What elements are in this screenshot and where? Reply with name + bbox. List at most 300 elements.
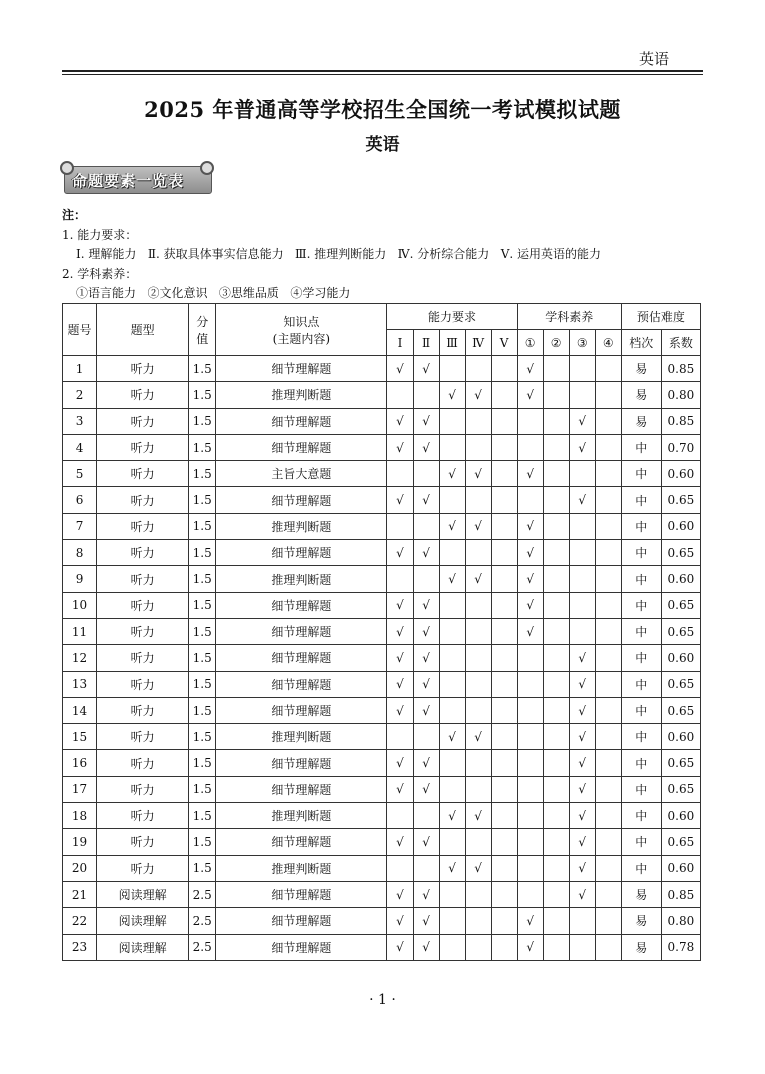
cell-ability-3: √ <box>439 461 465 487</box>
cell-no: 21 <box>63 881 97 907</box>
table-row <box>63 566 701 592</box>
cell-type: 听力 <box>97 434 189 460</box>
cell-no: 7 <box>63 513 97 539</box>
cell-coef: 0.65 <box>661 829 700 855</box>
cell-no: 15 <box>63 724 97 750</box>
cell-literacy-3: √ <box>569 487 595 513</box>
cell-ability-4 <box>465 697 491 723</box>
cell-level: 中 <box>621 776 661 802</box>
cell-no: 3 <box>63 408 97 434</box>
cell-literacy-3: √ <box>569 776 595 802</box>
cell-ability-4: √ <box>465 724 491 750</box>
cell-ability-1: √ <box>387 540 413 566</box>
cell-no: 11 <box>63 618 97 644</box>
table-row <box>63 855 701 881</box>
cell-ability-3 <box>439 934 465 960</box>
cell-ability-1: √ <box>387 908 413 934</box>
table-row <box>63 776 701 802</box>
cell-ability-2: √ <box>413 908 439 934</box>
cell-ability-4 <box>465 671 491 697</box>
cell-ability-4 <box>465 434 491 460</box>
cell-coef: 0.60 <box>661 803 700 829</box>
cell-ability-5 <box>491 645 517 671</box>
cell-ability-2 <box>413 803 439 829</box>
notes-item2-values: ①语言能力 ②文化意识 ③思维品质 ④学习能力 <box>76 286 351 300</box>
cell-literacy-2 <box>543 645 569 671</box>
cell-coef: 0.85 <box>661 356 700 382</box>
cell-level: 中 <box>621 566 661 592</box>
header-knowledge-line1: 知识点 <box>283 314 320 329</box>
cell-literacy-2 <box>543 487 569 513</box>
cell-ability-2: √ <box>413 697 439 723</box>
cell-no: 14 <box>63 697 97 723</box>
header-literacy: 学科素养 <box>517 304 621 330</box>
cell-ability-1: √ <box>387 697 413 723</box>
cell-level: 易 <box>621 934 661 960</box>
cell-no: 12 <box>63 645 97 671</box>
cell-literacy-4 <box>595 724 621 750</box>
cell-knowledge-point: 细节理解题 <box>216 934 387 960</box>
header-ability-2: Ⅱ <box>413 330 439 356</box>
cell-ability-5 <box>491 434 517 460</box>
cell-coef: 0.80 <box>661 908 700 934</box>
cell-ability-3 <box>439 434 465 460</box>
cell-ability-5 <box>491 934 517 960</box>
cell-literacy-3 <box>569 934 595 960</box>
cell-ability-3 <box>439 829 465 855</box>
header-subject: 英语 <box>638 50 669 68</box>
cell-ability-2 <box>413 461 439 487</box>
cell-ability-2: √ <box>413 434 439 460</box>
cell-literacy-2 <box>543 934 569 960</box>
cell-ability-2 <box>413 513 439 539</box>
cell-ability-2: √ <box>413 408 439 434</box>
cell-ability-3 <box>439 540 465 566</box>
cell-type: 听力 <box>97 618 189 644</box>
cell-ability-1 <box>387 724 413 750</box>
header-score <box>189 304 216 356</box>
cell-no: 2 <box>63 382 97 408</box>
cell-ability-3 <box>439 671 465 697</box>
page-number: · 1 · <box>369 992 396 1008</box>
cell-ability-5 <box>491 776 517 802</box>
cell-literacy-1: √ <box>517 513 543 539</box>
cell-ability-1: √ <box>387 671 413 697</box>
cell-literacy-2 <box>543 803 569 829</box>
cell-literacy-1: √ <box>517 356 543 382</box>
cell-literacy-2 <box>543 829 569 855</box>
cell-ability-3 <box>439 776 465 802</box>
cell-ability-2: √ <box>413 934 439 960</box>
scroll-curl-right-icon <box>200 161 214 175</box>
cell-coef: 0.65 <box>661 487 700 513</box>
cell-ability-3: √ <box>439 382 465 408</box>
cell-score: 1.5 <box>189 513 216 539</box>
cell-literacy-2 <box>543 724 569 750</box>
cell-ability-1: √ <box>387 434 413 460</box>
cell-literacy-1: √ <box>517 461 543 487</box>
cell-ability-4 <box>465 750 491 776</box>
cell-type: 听力 <box>97 750 189 776</box>
cell-level: 中 <box>621 487 661 513</box>
header-difficulty: 预估难度 <box>621 304 700 330</box>
cell-ability-2: √ <box>413 487 439 513</box>
cell-ability-5 <box>491 540 517 566</box>
cell-literacy-3 <box>569 566 595 592</box>
cell-ability-5 <box>491 382 517 408</box>
cell-knowledge-point: 细节理解题 <box>216 356 387 382</box>
cell-level: 中 <box>621 540 661 566</box>
cell-ability-1: √ <box>387 776 413 802</box>
table-row <box>63 513 701 539</box>
header-ability-5: Ⅴ <box>491 330 517 356</box>
cell-literacy-4 <box>595 408 621 434</box>
cell-literacy-4 <box>595 618 621 644</box>
header-no: 题号 <box>63 304 97 356</box>
table-row <box>63 461 701 487</box>
cell-coef: 0.60 <box>661 855 700 881</box>
cell-score: 1.5 <box>189 461 216 487</box>
cell-score: 1.5 <box>189 750 216 776</box>
cell-knowledge-point: 细节理解题 <box>216 881 387 907</box>
cell-score: 1.5 <box>189 645 216 671</box>
table-row <box>63 645 701 671</box>
header-ability-3: Ⅲ <box>439 330 465 356</box>
table-row <box>63 829 701 855</box>
cell-literacy-4 <box>595 803 621 829</box>
cell-coef: 0.85 <box>661 408 700 434</box>
cell-level: 易 <box>621 382 661 408</box>
cell-score: 1.5 <box>189 566 216 592</box>
cell-ability-3 <box>439 408 465 434</box>
table-row <box>63 382 701 408</box>
cell-type: 听力 <box>97 829 189 855</box>
cell-ability-4 <box>465 356 491 382</box>
cell-knowledge-point: 细节理解题 <box>216 645 387 671</box>
header-literacy-1: ① <box>517 330 543 356</box>
cell-literacy-4 <box>595 697 621 723</box>
cell-ability-4 <box>465 487 491 513</box>
cell-score: 1.5 <box>189 724 216 750</box>
cell-literacy-1: √ <box>517 592 543 618</box>
cell-score: 1.5 <box>189 356 216 382</box>
table-row <box>63 724 701 750</box>
cell-knowledge-point: 推理判断题 <box>216 382 387 408</box>
cell-ability-1: √ <box>387 829 413 855</box>
cell-ability-5 <box>491 461 517 487</box>
cell-coef: 0.65 <box>661 618 700 644</box>
cell-literacy-3: √ <box>569 750 595 776</box>
cell-literacy-3 <box>569 592 595 618</box>
cell-literacy-1 <box>517 855 543 881</box>
cell-ability-1: √ <box>387 356 413 382</box>
cell-literacy-4 <box>595 566 621 592</box>
cell-knowledge-point: 细节理解题 <box>216 618 387 644</box>
cell-ability-1 <box>387 382 413 408</box>
cell-ability-1 <box>387 803 413 829</box>
cell-ability-4 <box>465 776 491 802</box>
cell-score: 2.5 <box>189 934 216 960</box>
cell-ability-4 <box>465 540 491 566</box>
cell-level: 中 <box>621 434 661 460</box>
cell-literacy-1 <box>517 750 543 776</box>
cell-ability-1 <box>387 461 413 487</box>
notes-heading: 注： <box>62 208 87 222</box>
header-knowledge-line2: (主题内容) <box>272 331 331 346</box>
cell-knowledge-point: 细节理解题 <box>216 776 387 802</box>
cell-literacy-3: √ <box>569 697 595 723</box>
cell-ability-1 <box>387 566 413 592</box>
cell-literacy-1 <box>517 776 543 802</box>
cell-ability-2: √ <box>413 829 439 855</box>
cell-ability-4: √ <box>465 382 491 408</box>
cell-literacy-2 <box>543 881 569 907</box>
cell-literacy-1 <box>517 671 543 697</box>
cell-literacy-3 <box>569 540 595 566</box>
exam-elements-table <box>62 303 701 961</box>
cell-ability-4: √ <box>465 461 491 487</box>
cell-knowledge-point: 推理判断题 <box>216 855 387 881</box>
cell-type: 听力 <box>97 566 189 592</box>
notes-item2-label: 2. 学科素养： <box>62 266 138 281</box>
cell-literacy-4 <box>595 461 621 487</box>
header-literacy-3: ③ <box>569 330 595 356</box>
cell-ability-4: √ <box>465 855 491 881</box>
cell-literacy-2 <box>543 776 569 802</box>
cell-literacy-2 <box>543 908 569 934</box>
cell-literacy-3: √ <box>569 645 595 671</box>
cell-coef: 0.60 <box>661 513 700 539</box>
cell-level: 中 <box>621 618 661 644</box>
cell-knowledge-point: 细节理解题 <box>216 908 387 934</box>
cell-score: 2.5 <box>189 908 216 934</box>
cell-literacy-3: √ <box>569 724 595 750</box>
table-row <box>63 934 701 960</box>
cell-coef: 0.80 <box>661 382 700 408</box>
cell-ability-4 <box>465 908 491 934</box>
page-subtitle: 英语 <box>365 135 400 155</box>
cell-ability-3: √ <box>439 513 465 539</box>
header-literacy-2: ② <box>543 330 569 356</box>
cell-ability-5 <box>491 513 517 539</box>
cell-ability-2 <box>413 724 439 750</box>
notes-item1-label: 1. 能力要求： <box>62 227 138 242</box>
cell-literacy-1: √ <box>517 618 543 644</box>
cell-literacy-2 <box>543 513 569 539</box>
header-rule <box>62 70 703 72</box>
cell-coef: 0.85 <box>661 881 700 907</box>
cell-ability-1: √ <box>387 592 413 618</box>
header-knowledge <box>216 304 387 356</box>
cell-ability-3 <box>439 908 465 934</box>
table-row <box>63 671 701 697</box>
cell-level: 中 <box>621 803 661 829</box>
table-row <box>63 356 701 382</box>
cell-type: 听力 <box>97 461 189 487</box>
cell-ability-1 <box>387 513 413 539</box>
cell-ability-5 <box>491 356 517 382</box>
cell-ability-1 <box>387 855 413 881</box>
cell-literacy-1 <box>517 803 543 829</box>
cell-literacy-4 <box>595 829 621 855</box>
cell-no: 4 <box>63 434 97 460</box>
cell-type: 听力 <box>97 487 189 513</box>
header-type: 题型 <box>97 304 189 356</box>
cell-type: 听力 <box>97 803 189 829</box>
banner-label: 命题要素一览表 <box>72 172 185 190</box>
cell-ability-4: √ <box>465 513 491 539</box>
cell-literacy-2 <box>543 382 569 408</box>
cell-literacy-2 <box>543 461 569 487</box>
cell-no: 20 <box>63 855 97 881</box>
cell-literacy-1 <box>517 724 543 750</box>
cell-no: 9 <box>63 566 97 592</box>
cell-coef: 0.70 <box>661 434 700 460</box>
cell-ability-2: √ <box>413 592 439 618</box>
cell-ability-4 <box>465 592 491 618</box>
cell-coef: 0.65 <box>661 671 700 697</box>
cell-literacy-1 <box>517 408 543 434</box>
cell-ability-4 <box>465 829 491 855</box>
header-ability: 能力要求 <box>387 304 517 330</box>
cell-level: 易 <box>621 908 661 934</box>
cell-ability-5 <box>491 855 517 881</box>
cell-ability-3 <box>439 697 465 723</box>
cell-ability-2: √ <box>413 750 439 776</box>
cell-ability-4: √ <box>465 566 491 592</box>
table-row <box>63 908 701 934</box>
cell-score: 1.5 <box>189 855 216 881</box>
cell-literacy-4 <box>595 934 621 960</box>
cell-coef: 0.60 <box>661 645 700 671</box>
table-row <box>63 803 701 829</box>
cell-score: 1.5 <box>189 803 216 829</box>
cell-knowledge-point: 细节理解题 <box>216 434 387 460</box>
cell-literacy-4 <box>595 908 621 934</box>
cell-ability-2: √ <box>413 356 439 382</box>
cell-type: 听力 <box>97 855 189 881</box>
cell-ability-3 <box>439 356 465 382</box>
table-body <box>63 356 701 961</box>
cell-type: 听力 <box>97 645 189 671</box>
cell-ability-5 <box>491 750 517 776</box>
cell-level: 易 <box>621 408 661 434</box>
cell-ability-4 <box>465 881 491 907</box>
cell-coef: 0.60 <box>661 724 700 750</box>
notes-block <box>62 206 601 304</box>
cell-knowledge-point: 细节理解题 <box>216 829 387 855</box>
table-row <box>63 487 701 513</box>
cell-score: 1.5 <box>189 776 216 802</box>
cell-ability-3 <box>439 487 465 513</box>
cell-knowledge-point: 细节理解题 <box>216 487 387 513</box>
cell-score: 1.5 <box>189 618 216 644</box>
cell-literacy-4 <box>595 671 621 697</box>
cell-ability-3: √ <box>439 566 465 592</box>
cell-ability-4: √ <box>465 803 491 829</box>
cell-ability-5 <box>491 592 517 618</box>
cell-level: 易 <box>621 881 661 907</box>
cell-literacy-4 <box>595 487 621 513</box>
cell-type: 听力 <box>97 724 189 750</box>
cell-literacy-4 <box>595 540 621 566</box>
cell-literacy-4 <box>595 382 621 408</box>
cell-level: 中 <box>621 671 661 697</box>
cell-ability-3: √ <box>439 803 465 829</box>
cell-score: 1.5 <box>189 487 216 513</box>
header-ability-1: Ⅰ <box>387 330 413 356</box>
cell-ability-1: √ <box>387 645 413 671</box>
cell-literacy-1: √ <box>517 566 543 592</box>
cell-knowledge-point: 推理判断题 <box>216 724 387 750</box>
cell-no: 17 <box>63 776 97 802</box>
cell-ability-2: √ <box>413 881 439 907</box>
notes-item1-values: Ⅰ. 理解能力 Ⅱ. 获取具体事实信息能力 Ⅲ. 推理判断能力 Ⅳ. 分析综合能力 Ⅴ. 运用英语的能力 <box>76 247 602 261</box>
cell-literacy-4 <box>595 776 621 802</box>
cell-ability-1: √ <box>387 487 413 513</box>
cell-ability-4 <box>465 408 491 434</box>
table-row <box>63 434 701 460</box>
header-literacy-4: ④ <box>595 330 621 356</box>
section-banner <box>60 161 214 195</box>
cell-literacy-1: √ <box>517 382 543 408</box>
cell-no: 13 <box>63 671 97 697</box>
cell-ability-5 <box>491 829 517 855</box>
cell-no: 18 <box>63 803 97 829</box>
table-row <box>63 750 701 776</box>
cell-ability-4 <box>465 934 491 960</box>
table-row <box>63 592 701 618</box>
cell-coef: 0.60 <box>661 461 700 487</box>
cell-literacy-3 <box>569 382 595 408</box>
cell-literacy-1: √ <box>517 934 543 960</box>
cell-level: 中 <box>621 513 661 539</box>
table-row <box>63 540 701 566</box>
cell-ability-5 <box>491 697 517 723</box>
cell-ability-3 <box>439 645 465 671</box>
cell-ability-3 <box>439 618 465 644</box>
cell-ability-5 <box>491 671 517 697</box>
cell-literacy-2 <box>543 697 569 723</box>
cell-level: 中 <box>621 724 661 750</box>
cell-literacy-1 <box>517 697 543 723</box>
cell-literacy-4 <box>595 881 621 907</box>
cell-ability-5 <box>491 881 517 907</box>
cell-ability-3: √ <box>439 724 465 750</box>
cell-type: 阅读理解 <box>97 934 189 960</box>
cell-score: 1.5 <box>189 434 216 460</box>
header-score-line2: 值 <box>196 331 209 346</box>
cell-literacy-1 <box>517 434 543 460</box>
cell-literacy-3: √ <box>569 829 595 855</box>
cell-type: 听力 <box>97 382 189 408</box>
cell-ability-1: √ <box>387 881 413 907</box>
cell-type: 阅读理解 <box>97 908 189 934</box>
cell-ability-2 <box>413 382 439 408</box>
page-title: 2025 年普通高等学校招生全国统一考试模拟试题 <box>144 97 621 122</box>
cell-literacy-2 <box>543 434 569 460</box>
cell-ability-3 <box>439 750 465 776</box>
cell-literacy-4 <box>595 434 621 460</box>
cell-literacy-4 <box>595 356 621 382</box>
cell-type: 听力 <box>97 540 189 566</box>
cell-type: 阅读理解 <box>97 881 189 907</box>
cell-no: 10 <box>63 592 97 618</box>
cell-type: 听力 <box>97 776 189 802</box>
cell-ability-1: √ <box>387 618 413 644</box>
cell-score: 1.5 <box>189 540 216 566</box>
cell-no: 19 <box>63 829 97 855</box>
